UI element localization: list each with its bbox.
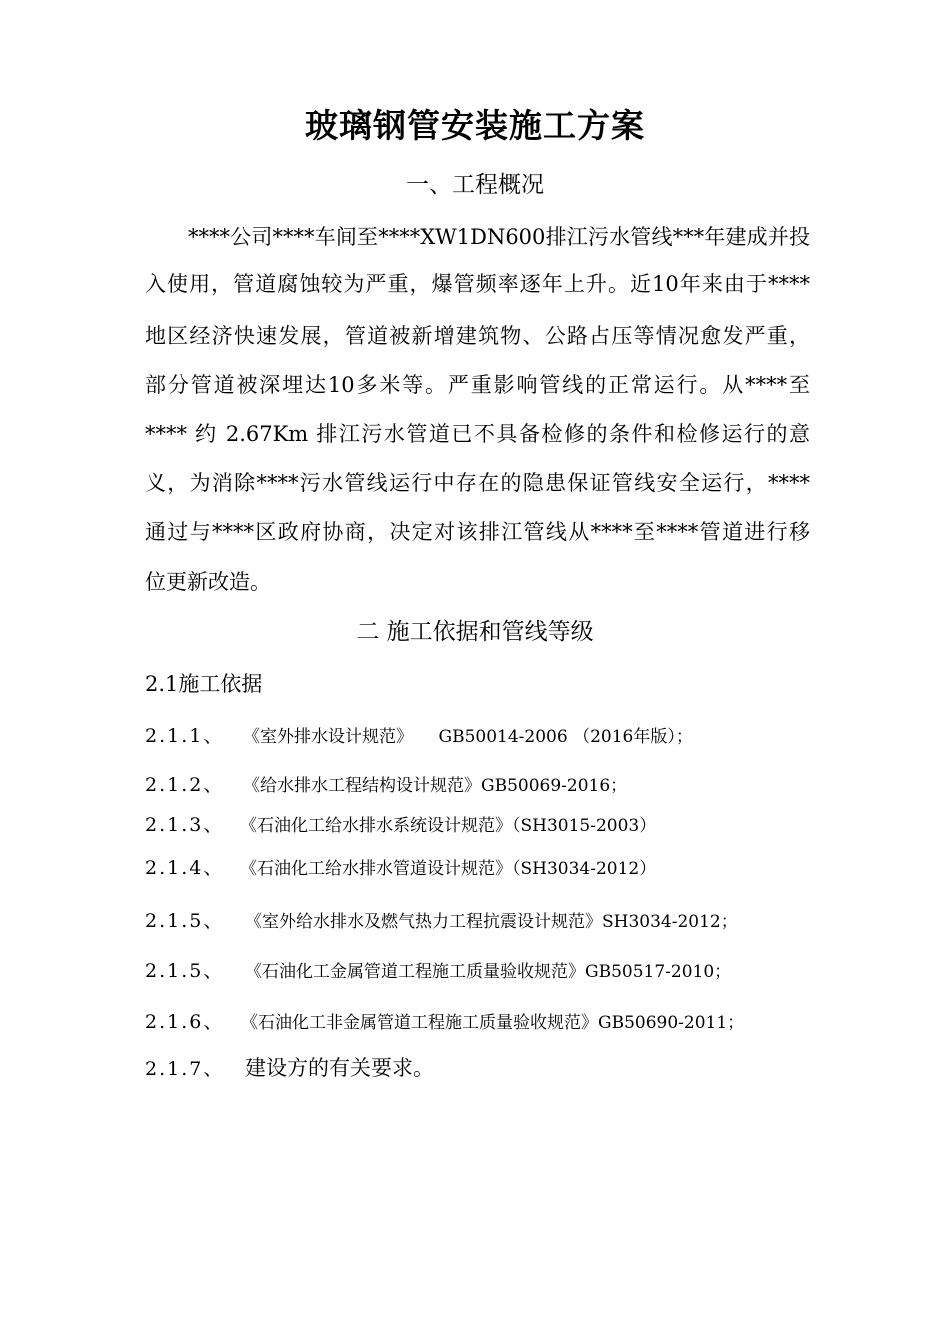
reference-text: 《石油化工非金属管道工程施工质量验收规范》GB50690-2011； bbox=[241, 1013, 745, 1033]
paragraph-line: 通过与****区政府协商，决定对该排江管线从****至****管道进行移 bbox=[145, 520, 810, 544]
reference-item bbox=[145, 810, 656, 841]
document-title: 玻璃钢管安装施工方案 bbox=[305, 106, 645, 145]
reference-number: 2.1.3、 bbox=[145, 814, 225, 836]
reference-text: 《室外给水排水及燃气热力工程抗震设计规范》SH3034-2012； bbox=[245, 912, 738, 932]
paragraph-line: **** 约 2.67Km 排江污水管道已不具备检修的条件和检修运行的意 bbox=[145, 422, 810, 446]
reference-number: 2.1.4、 bbox=[145, 857, 225, 879]
reference-item bbox=[145, 956, 731, 987]
paragraph-line: 义，为消除****污水管线运行中存在的隐患保证管线安全运行，**** bbox=[145, 471, 810, 495]
reference-text: 《给水排水工程结构设计规范》GB50069-2016； bbox=[243, 776, 628, 796]
reference-text: 建设方的有关要求。 bbox=[245, 1056, 434, 1080]
reference-item bbox=[145, 906, 738, 937]
paragraph-line: 入使用，管道腐蚀较为严重，爆管频率逐年上升。近10年来由于**** bbox=[145, 272, 810, 296]
section-heading-basis: 二 施工依据和管线等级 bbox=[356, 619, 594, 645]
reference-item bbox=[145, 721, 693, 752]
reference-number: 2.1.2、 bbox=[145, 774, 225, 796]
subsection-heading: 2.1施工依据 bbox=[145, 672, 263, 696]
reference-item bbox=[145, 1053, 434, 1085]
reference-number: 2.1.7、 bbox=[145, 1058, 225, 1080]
reference-number: 2.1.5、 bbox=[145, 910, 225, 932]
reference-item bbox=[145, 1007, 744, 1038]
paragraph-line: 地区经济快速发展，管道被新增建筑物、公路占压等情况愈发严重， bbox=[145, 324, 810, 348]
reference-number: 2.1.6、 bbox=[145, 1011, 225, 1033]
reference-text: 《石油化工给水排水管道设计规范》（SH3034-2012） bbox=[240, 859, 657, 879]
reference-text: 《石油化工金属管道工程施工质量验收规范》GB50517-2010； bbox=[245, 962, 732, 982]
reference-text: 《室外排水设计规范》 GB50014-2006 （2016年版）； bbox=[243, 727, 693, 747]
paragraph-line: 部分管道被深埋达10多米等。严重影响管线的正常运行。从****至 bbox=[145, 373, 810, 397]
paragraph-line: 位更新改造。 bbox=[145, 570, 271, 594]
reference-number: 2.1.1、 bbox=[145, 725, 225, 747]
reference-number: 2.1.5、 bbox=[145, 960, 225, 982]
reference-item bbox=[145, 853, 656, 884]
reference-text: 《石油化工给水排水系统设计规范》（SH3015-2003） bbox=[240, 816, 657, 836]
section-heading-overview: 一、工程概况 bbox=[406, 172, 544, 198]
reference-item bbox=[145, 770, 627, 801]
paragraph-line: ****公司****车间至****XW1DN600排江污水管线***年建成并投 bbox=[188, 225, 810, 249]
